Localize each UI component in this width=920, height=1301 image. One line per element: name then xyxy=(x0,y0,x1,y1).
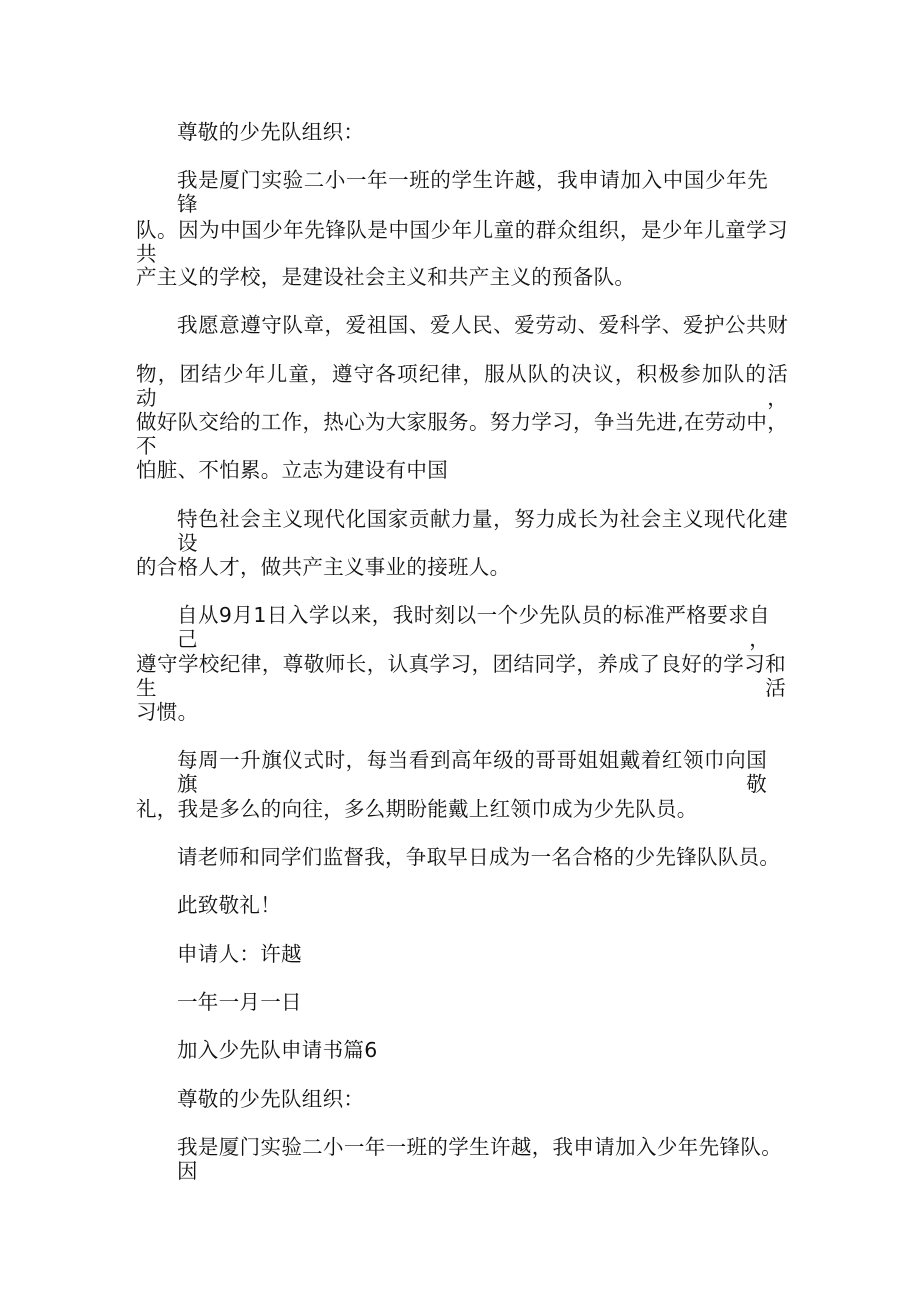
paragraph-line: 做好队交给的工作，热心为大家服务。努力学习，争当先进,在劳动中，不 xyxy=(136,410,788,458)
applicant-line: 申请人：许越 xyxy=(177,942,302,966)
salutation: 尊敬的少先队组织： xyxy=(177,120,365,144)
paragraph-line: 物，团结少年儿童，遵守各项纪律，服从队的决议，积极参加队的活动， xyxy=(136,362,788,410)
section-heading: 加入少先队申请书篇6 xyxy=(177,1038,378,1062)
paragraph-line: 的合格人才，做共产主义事业的接班人。 xyxy=(136,555,511,579)
paragraph-line: 我是厦门实验二小一年一班的学生许越，我申请加入中国少年先锋 xyxy=(177,168,768,216)
paragraph-line: 每周一升旗仪式时，每当看到高年级的哥哥姐姐戴着红领巾向国旗敬 xyxy=(177,748,767,796)
paragraph-line: 习惯。 xyxy=(136,700,199,724)
paragraph-line: 自从9月1日入学以来，我时刻以一个少先队员的标准严格要求自己， xyxy=(177,603,770,651)
paragraph-line: 产主义的学校，是建设社会主义和共产主义的预备队。 xyxy=(136,265,636,289)
paragraph-line: 请老师和同学们监督我，争取早日成为一名合格的少先锋队队员。 xyxy=(177,845,781,869)
paragraph-line: 特色社会主义现代化国家贡献力量，努力成长为社会主义现代化建设 xyxy=(177,507,788,555)
salutation: 尊敬的少先队组织： xyxy=(177,1087,365,1111)
date-line: 一年一月一日 xyxy=(177,990,302,1014)
paragraph-line: 我是厦门实验二小一年一班的学生许越，我申请加入少年先锋队。因 xyxy=(177,1135,782,1183)
paragraph-line: 礼，我是多么的向往，多么期盼能戴上红领巾成为少先队员。 xyxy=(136,797,698,821)
paragraph-line: 怕脏、不怕累。立志为建设有中国 xyxy=(136,458,448,482)
paragraph-line: 我愿意遵守队章，爱祖国、爱人民、爱劳动、爱科学、爱护公共财 xyxy=(177,313,788,337)
closing-line: 此致敬礼！ xyxy=(177,893,281,917)
paragraph-line: 队。因为中国少年先锋队是中国少年儿童的群众组织，是少年儿童学习共 xyxy=(136,218,788,266)
paragraph-line: 遵守学校纪律，尊敬师长，认真学习，团结同学，养成了良好的学习和生活 xyxy=(136,652,786,700)
